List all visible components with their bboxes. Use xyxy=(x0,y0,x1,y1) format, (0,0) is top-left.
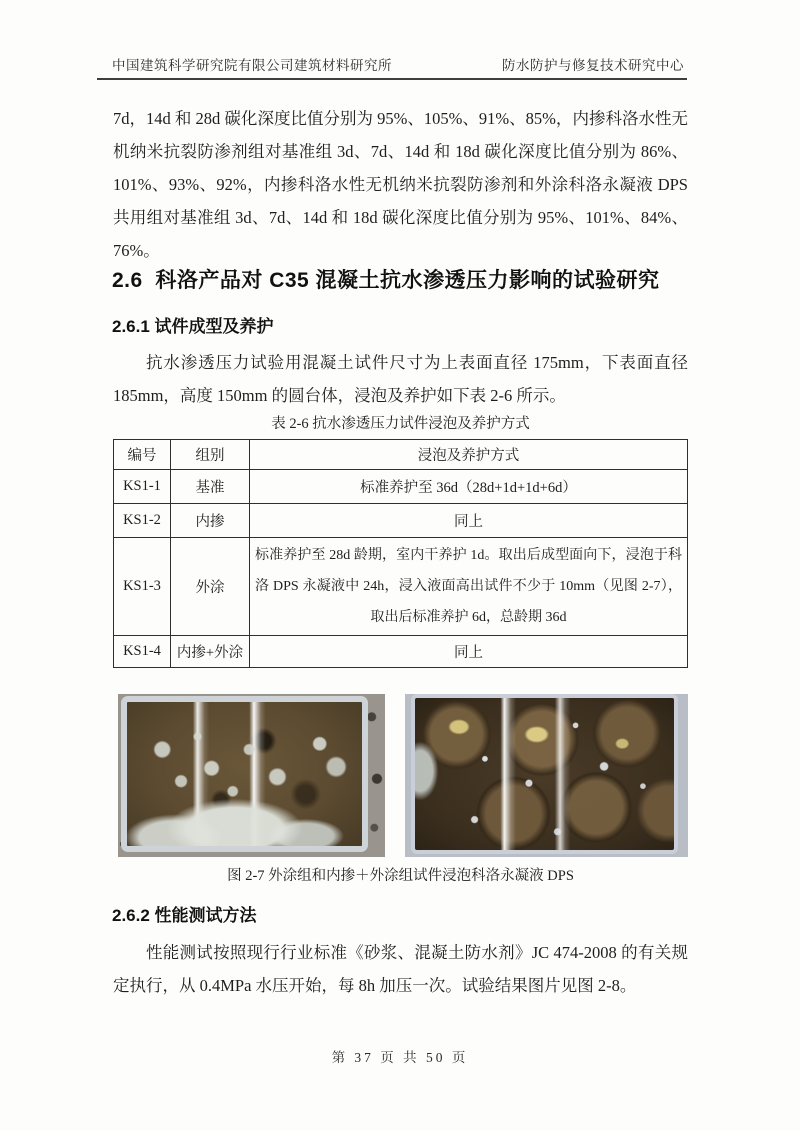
table-row xyxy=(114,470,688,504)
table-header-row xyxy=(114,440,688,470)
cell-group: 内掺 xyxy=(171,504,250,538)
paragraph-line: 定执行，从 0.4MPa 水压开始，每 8h 加压一次。试验结果图片见图 2-8。 xyxy=(113,976,637,995)
paragraph-line: 共用组对基准组 3d、7d、14d 和 18d 碳化深度比值分别为 95%、101%、84%、 xyxy=(113,208,688,227)
table-row xyxy=(114,538,688,636)
paragraph-line: 101%、93%、92%，内掺科洛水性无机纳米抗裂防渗剂和外涂科洛永凝液 DPS xyxy=(113,175,688,194)
table-2-6 xyxy=(113,439,688,668)
method-line: 取出后标准养护 6d，总龄期 36d xyxy=(370,610,567,625)
cell-id: KS1-4 xyxy=(114,636,171,668)
photo-external-coating-specimens xyxy=(118,694,385,857)
cell-method: 同上 xyxy=(250,636,688,668)
section-2-6-1-title: 2.6.1 试件成型及养护 xyxy=(112,317,274,336)
paragraph-line: 抗水渗透压力试验用混凝土试件尺寸为上表面直径 175mm，下表面直径 xyxy=(146,353,688,372)
intro-paragraph xyxy=(113,102,688,267)
paragraph-line: 7d，14d 和 28d 碳化深度比值分别为 95%、105%、91%、85%，内掺科洛水性无 xyxy=(113,109,688,128)
paragraph-line: 性能测试按照现行行业标准《砂浆、混凝土防水剂》JC 474-2008 的有关规 xyxy=(146,943,688,962)
cell-id: KS1-1 xyxy=(114,470,171,504)
paragraph-line: 机纳米抗裂防渗剂组对基准组 3d、7d、14d 和 18d 碳化深度比值分别为 86%、 xyxy=(113,142,688,161)
cell-method: 同上 xyxy=(250,504,688,538)
paragraph-line: 76%。 xyxy=(113,241,160,260)
page-number: 第 37 页 共 50 页 xyxy=(331,1050,469,1065)
soaking-tub-left xyxy=(121,696,368,852)
method-line: 标准养护至 28d 龄期，室内干养护 1d。取出后成型面向下，浸泡于科 xyxy=(255,548,682,563)
paragraph-line: 185mm，高度 150mm 的圆台体，浸泡及养护如下表 2-6 所示。 xyxy=(113,386,566,405)
section-2-6-2-title: 2.6.2 性能测试方法 xyxy=(112,906,257,925)
table-row xyxy=(114,504,688,538)
column-header-method: 浸泡及养护方式 xyxy=(250,440,688,470)
column-header-id: 编号 xyxy=(114,440,171,470)
cell-group: 基准 xyxy=(171,470,250,504)
method-line: 洛 DPS 永凝液中 24h，浸入液面高出试件不少于 10mm（见图 2-7）， xyxy=(255,579,682,594)
table-row xyxy=(114,636,688,668)
header-divider-line xyxy=(97,78,687,80)
column-header-group: 组别 xyxy=(171,440,250,470)
cell-id: KS1-2 xyxy=(114,504,171,538)
cell-method xyxy=(250,538,688,636)
soaking-tub-right xyxy=(411,694,678,854)
header-org-name: 中国建筑科学研究院有限公司建筑材料研究所 xyxy=(112,58,392,73)
cell-group: 外涂 xyxy=(171,538,250,636)
section-2-6-title: 2.6 科洛产品对 C35 混凝土抗水渗透压力影响的试验研究 xyxy=(112,269,660,292)
cell-id: KS1-3 xyxy=(114,538,171,636)
specimen-paragraph xyxy=(113,346,688,412)
header-center-name: 防水防护与修复技术研究中心 xyxy=(502,58,684,73)
photo-internal-plus-external-specimens xyxy=(405,694,688,857)
testing-method-paragraph xyxy=(113,936,688,1002)
figure-2-7-caption: 图 2-7 外涂组和内掺＋外涂组试件浸泡科洛永凝液 DPS xyxy=(227,868,574,884)
cell-method: 标准养护至 36d（28d+1d+1d+6d） xyxy=(250,470,688,504)
cell-group: 内掺+外涂 xyxy=(171,636,250,668)
table-2-6-caption: 表 2-6 抗水渗透压力试件浸泡及养护方式 xyxy=(271,416,530,432)
